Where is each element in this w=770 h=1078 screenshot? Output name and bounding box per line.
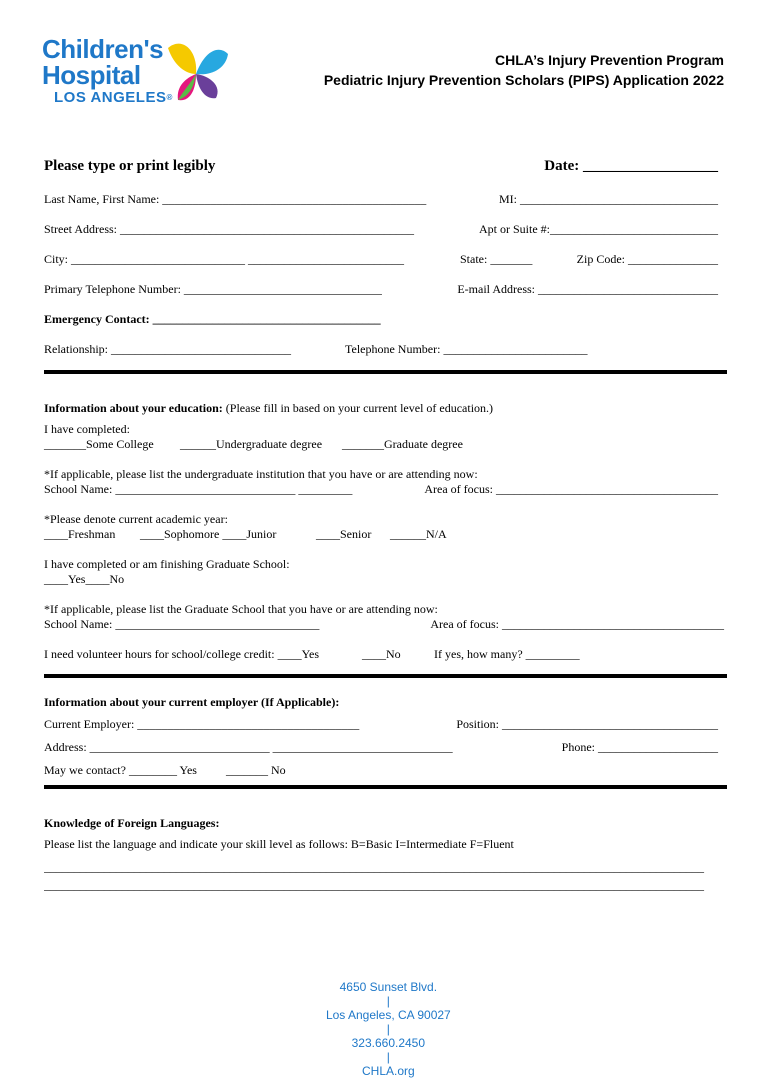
grad-school-name-field[interactable]: School Name: __________________________________ xyxy=(44,617,320,631)
education-heading: Information about your education: (Please fill in based on your current level of education.) xyxy=(44,401,494,415)
date-field[interactable]: Date: __________________ xyxy=(544,158,718,174)
butterfly-logo-icon xyxy=(160,30,230,110)
state-field[interactable]: State: _______ xyxy=(460,252,533,266)
section-divider xyxy=(44,370,727,374)
year-sophomore-junior[interactable]: ____Sophomore ____Junior xyxy=(140,527,277,541)
footer-city: Los Angeles, CA 90027 xyxy=(325,1008,451,1022)
logo-line-1: Children's xyxy=(42,34,164,64)
primary-phone-field[interactable]: Primary Telephone Number: _________________________________ xyxy=(44,282,382,296)
languages-heading: Knowledge of Foreign Languages: xyxy=(44,816,220,830)
grad-school-list-prompt: *If applicable, please list the Graduate School that you have or are attending now: xyxy=(44,602,438,616)
option-some-college[interactable]: _______Some College xyxy=(44,437,154,451)
instruction-heading: Please type or print legibly xyxy=(44,158,216,174)
may-contact-no[interactable]: _______ No xyxy=(226,763,286,777)
employer-heading: Information about your current employer (If Applicable): xyxy=(44,695,340,709)
application-title: Pediatric Injury Prevention Scholars (PIPS) Application 2022 xyxy=(323,72,724,88)
grad-school-yes-no[interactable]: ____Yes____No xyxy=(44,572,125,586)
street-address-field[interactable]: Street Address: _________________________________________________ xyxy=(44,222,414,236)
mi-field[interactable]: MI: _________________________________ xyxy=(499,192,718,206)
relationship-field[interactable]: Relationship: ______________________________ xyxy=(44,342,291,356)
footer-separator: | xyxy=(386,1050,390,1064)
volunteer-hours-no[interactable]: ____No xyxy=(362,647,401,661)
option-undergraduate[interactable]: ______Undergraduate degree xyxy=(180,437,323,451)
academic-year-prompt: *Please denote current academic year: xyxy=(44,512,228,526)
footer-website[interactable]: CHLA.org xyxy=(361,1064,415,1078)
current-employer-field[interactable]: Current Employer: _____________________________________ xyxy=(44,717,360,731)
languages-line-1[interactable]: ______________________________________________________________________________________________________________ xyxy=(44,860,704,874)
employer-address-field[interactable]: Address: ______________________________ ______________________________ xyxy=(44,740,453,754)
footer-separator: | xyxy=(386,994,390,1008)
section-divider xyxy=(44,785,727,789)
option-graduate[interactable]: _______Graduate degree xyxy=(342,437,463,451)
logo-line-3: LOS ANGELES® xyxy=(54,89,173,106)
languages-prompt: Please list the language and indicate your skill level as follows: B=Basic I=Intermediate F=Fluent xyxy=(44,837,514,851)
employer-phone-field[interactable]: Phone: ____________________ xyxy=(561,740,718,754)
emergency-contact-field[interactable]: Emergency Contact: ______________________________________ xyxy=(44,312,381,326)
footer-address: 4650 Sunset Blvd. xyxy=(339,980,438,994)
zip-code-field[interactable]: Zip Code: _______________ xyxy=(576,252,718,266)
grad-school-prompt: I have completed or am finishing Graduate School: xyxy=(44,557,290,571)
footer-phone: 323.660.2450 xyxy=(351,1036,426,1050)
year-na[interactable]: ______N/A xyxy=(390,527,447,541)
year-freshman[interactable]: ____Freshman xyxy=(44,527,116,541)
undergrad-focus-field[interactable]: Area of focus: _____________________________________ xyxy=(424,482,718,496)
logo-line-2: Hospital xyxy=(42,60,141,90)
volunteer-hours-count[interactable]: If yes, how many? _________ xyxy=(434,647,580,661)
apt-suite-field[interactable]: Apt or Suite #:____________________________ xyxy=(479,222,718,236)
year-senior[interactable]: ____Senior xyxy=(316,527,372,541)
footer xyxy=(0,966,770,1078)
footer-separator: | xyxy=(386,1022,390,1036)
section-divider xyxy=(44,674,727,678)
name-field[interactable]: Last Name, First Name: ____________________________________________ xyxy=(44,192,427,206)
position-field[interactable]: Position: ____________________________________ xyxy=(456,717,718,731)
emergency-phone-field[interactable]: Telephone Number: ________________________ xyxy=(345,342,588,356)
volunteer-hours-yes[interactable]: I need volunteer hours for school/college credit: ____Yes xyxy=(44,647,320,661)
undergrad-school-field[interactable]: School Name: ______________________________ _________ xyxy=(44,482,353,496)
program-title: CHLA’s Injury Prevention Program xyxy=(495,52,724,68)
completed-label: I have completed: xyxy=(44,422,130,436)
may-contact-yes[interactable]: May we contact? ________ Yes xyxy=(44,763,197,777)
languages-line-2[interactable]: ______________________________________________________________________________________________________________ xyxy=(44,878,704,892)
email-field[interactable]: E-mail Address: ______________________________ xyxy=(457,282,718,296)
undergrad-prompt: *If applicable, please list the undergraduate institution that you have or are attending now: xyxy=(44,467,478,481)
city-field[interactable]: City: _____________________________ __________________________ xyxy=(44,252,405,266)
grad-school-focus-field[interactable]: Area of focus: _____________________________________ xyxy=(430,617,724,631)
